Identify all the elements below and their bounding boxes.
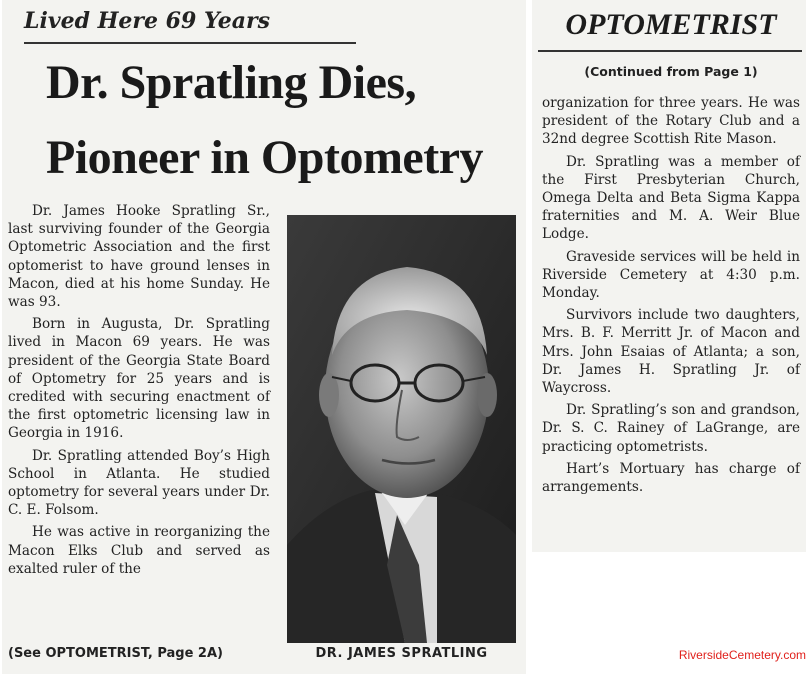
- kicker-headline: Lived Here 69 Years: [24, 8, 270, 34]
- continuation-divider: [538, 50, 802, 52]
- continuation-paragraph: Hart’s Mortuary has charge of arrangements.: [542, 460, 800, 496]
- continuation-body: [542, 94, 800, 500]
- article-paragraph: Born in Augusta, Dr. Spratling lived in Macon 69 years. He was president of the Georgia State Board of Optometry for 25 years and is credited with securing enactment of the first optometric licensing law in Georgia in 1916.: [8, 316, 270, 442]
- continuation-paragraph: Dr. Spratling was a member of the First Presbyterian Church, Omega Delta and Beta Sigma Kappa fraternities and M. A. Weir Blue Lodge.: [542, 153, 800, 243]
- kicker-divider: [24, 42, 356, 44]
- headline-line-1: Dr. Spratling Dies,: [46, 56, 417, 109]
- article-paragraph: Dr. Spratling attended Boy’s High School in Atlanta. He studied optometry for several years under Dr. C. E. Folsom.: [8, 447, 270, 519]
- continuation-paragraph: Graveside services will be held in Riverside Cemetery at 4:30 p.m. Monday.: [542, 248, 800, 302]
- continuation-paragraph: Dr. Spratling’s son and grandson, Dr. S. C. Rainey of LaGrange, are practicing optometrists.: [542, 402, 800, 455]
- portrait-photo: [287, 215, 516, 643]
- photo-caption: DR. JAMES SPRATLING: [315, 646, 488, 661]
- portrait-illustration: [287, 215, 516, 643]
- continuation-paragraph: Survivors include two daughters, Mrs. B. F. Merritt Jr. of Macon and Mrs. John Esaias of Atlanta; a son, Dr. James H. Spratling Jr. of Waycross.: [542, 307, 800, 397]
- headline-line-2: Pioneer in Optometry: [46, 131, 484, 184]
- continued-from-note: (Continued from Page 1): [584, 64, 758, 79]
- article-paragraph: He was active in reorganizing the Macon Elks Club and served as exalted ruler of the: [8, 524, 270, 577]
- article-body: [8, 202, 270, 582]
- article-paragraph: Dr. James Hooke Spratling Sr., last surviving founder of the Georgia Optometric Association and the first optomerist to have ground lenses in Macon, died at his home Sunday. He was 93.: [8, 203, 270, 311]
- continuation-reference: (See OPTOMETRIST, Page 2A): [8, 646, 223, 661]
- continuation-paragraph: organization for three years. He was president of the Rotary Club and a 32nd degree Scottish Rite Mason.: [542, 95, 800, 148]
- watermark-credit: RiversideCemetery.com: [678, 648, 806, 662]
- continuation-heading: OPTOMETRIST: [565, 8, 777, 41]
